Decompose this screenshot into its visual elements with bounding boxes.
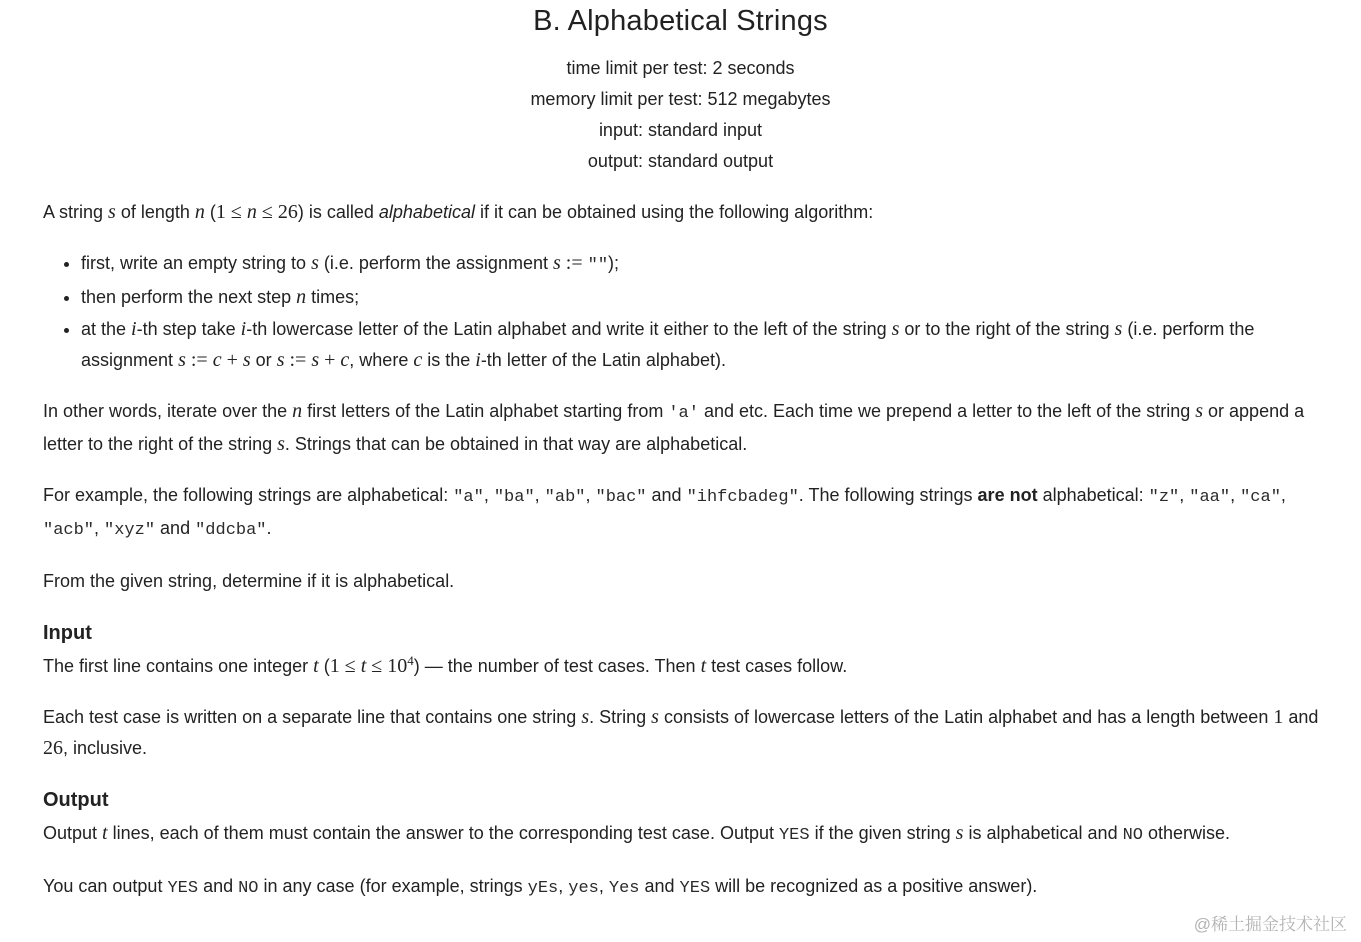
text-segment: ( [318,656,330,676]
text-segment: , inclusive. [63,738,148,758]
text-segment: 26 [43,737,63,759]
text-segment: or [250,350,277,370]
text-segment: "ba" [493,488,535,507]
text-segment: You can output [43,876,168,896]
input-spec: input: standard input [598,120,763,140]
text-segment: s [552,252,561,274]
text-segment: alphabetical: [1037,485,1149,505]
text-segment: n [194,201,205,223]
text-segment: "acb" [43,521,95,540]
text-segment: n [292,400,303,422]
text-segment: , [1280,485,1286,505]
text-segment: ) is called [297,202,379,222]
text-segment: and [639,876,680,896]
text-segment: . [266,518,272,538]
text-segment: c [413,349,423,371]
text-segment: := [185,349,213,371]
text-segment: i [131,318,137,340]
text-segment: times; [306,287,360,307]
text-segment: 1 ≤ [329,655,361,677]
text-segment: s [955,822,964,844]
text-segment: and [155,518,196,538]
text-segment: ) — the number of test cases. Then [413,656,701,676]
text-segment: ); [608,253,620,273]
text-segment: n [296,286,307,308]
text-segment: := [560,252,588,274]
problem-title: B. Alphabetical Strings [533,5,828,37]
text-segment: s [277,433,285,455]
text-segment: s [311,349,320,371]
text-segment: The first line contains one integer [43,656,314,676]
text-segment: s [311,252,319,274]
text-segment: c [340,349,350,371]
text-segment: first, write an empty string to [81,253,312,273]
text-segment: s [581,706,590,728]
text-segment: test cases follow. [706,656,848,676]
text-segment: t [700,655,707,677]
text-segment: , [558,876,569,896]
text-segment: . Strings that can be obtained in that way are alphabetical. [284,434,748,454]
text-segment: then perform the next step [81,287,297,307]
text-segment: at the [81,319,132,339]
text-segment: s [108,201,116,223]
text-segment: and [646,485,687,505]
section-heading: Output [43,789,109,811]
text-segment: 4 [407,653,414,668]
bullet-list [43,248,1333,376]
problem-body [43,197,1333,904]
text-segment: + [221,349,243,371]
text-segment: -th step take [136,319,241,339]
text-segment: first letters of the Latin alphabet starting from [302,401,669,421]
text-segment: are not [977,485,1038,505]
text-segment: "z" [1148,488,1180,507]
text-segment: "ca" [1240,488,1281,507]
text-segment: , where [349,350,414,370]
text-segment: (i.e. perform the assignment [318,253,553,273]
text-segment: -th lowercase letter of the Latin alphabet and write it either to the left of the string [246,319,892,339]
text-segment: NO [1122,826,1143,845]
text-segment: yEs [527,879,559,898]
text-segment: t [360,655,367,677]
text-segment: , [1179,485,1190,505]
text-segment: lines, each of them must contain the answer to the corresponding test case. Output [107,823,779,843]
text-segment: YES [679,879,711,898]
text-segment: From the given string, determine if it is alphabetical. [43,571,455,591]
text-segment: For example, the following strings are alphabetical: [43,485,454,505]
text-segment: t [102,822,108,844]
text-segment: 'a' [668,404,699,423]
text-segment: i [240,318,247,340]
text-segment: and [198,876,239,896]
text-segment: is alphabetical and [963,823,1123,843]
text-segment: "ddcba" [195,521,267,540]
text-segment: and [1283,707,1319,727]
text-segment: otherwise. [1142,823,1231,843]
text-segment: "xyz" [104,521,156,540]
text-segment: 1 [1273,706,1284,728]
text-segment: + [319,349,341,371]
text-segment: and etc. Each time we prepend a letter to the left of the string [698,401,1196,421]
text-segment: . The following strings [798,485,978,505]
text-segment: , [598,876,609,896]
text-segment: , [1230,485,1241,505]
paragraph [43,818,1333,851]
text-segment: ≤ 10 [366,655,408,677]
text-segment: if it can be obtained using the following algorithm: [474,202,874,222]
text-segment: , [585,485,596,505]
time-limit: time limit per test: 2 seconds [566,58,795,78]
text-segment: of length [115,202,195,222]
text-segment: ( [204,202,216,222]
text-segment: , [534,485,545,505]
text-segment: "a" [453,488,484,507]
problem-header [0,0,1361,177]
section-heading: Input [43,622,92,644]
text-segment: yes [568,879,599,898]
text-segment: 1 ≤ [215,201,247,223]
text-segment: will be recognized as a positive answer). [710,876,1038,896]
text-segment: n [246,201,257,223]
memory-limit: memory limit per test: 512 megabytes [530,89,831,109]
text-segment: Yes [608,879,640,898]
output-spec: output: standard output [587,151,774,171]
text-segment: or to the right of the string [899,319,1115,339]
text-segment: ≤ 26 [256,201,298,223]
text-segment: In other words, iterate over the [43,401,293,421]
paragraph [43,871,1333,904]
text-segment: YES [778,826,810,845]
paragraph [43,197,1333,228]
text-segment: YES [167,879,199,898]
text-segment: s [1195,400,1204,422]
text-segment: t [313,655,319,677]
text-segment: s [651,706,659,728]
text-segment: := [284,349,312,371]
text-segment: "aa" [1189,488,1231,507]
problem-meta [0,53,1361,177]
bullet-item [81,248,1333,281]
text-segment: consists of lowercase letters of the Latin alphabet and has a length between [658,707,1274,727]
text-segment: s [1114,318,1123,340]
text-segment: "" [587,256,609,275]
text-segment: . String [589,707,652,727]
paragraph [43,702,1333,764]
text-segment: , [94,518,105,538]
text-segment: s [891,318,900,340]
text-segment: "bac" [595,488,647,507]
text-segment: NO [238,879,259,898]
bullet-item [81,314,1333,376]
text-segment: -th letter of the Latin alphabet). [480,350,726,370]
text-segment: Output [43,823,103,843]
text-segment: alphabetical [378,202,475,222]
paragraph [43,480,1333,546]
text-segment: , [483,485,494,505]
bullet-item [81,282,1333,313]
text-segment: i [475,349,481,371]
text-segment: c [212,349,222,371]
text-segment: "ihfcbadeg" [686,488,799,507]
paragraph [43,396,1333,460]
text-segment: s [178,349,186,371]
text-segment: (i.e. perform the assignment [81,319,1255,370]
text-segment: A string [43,202,109,222]
watermark: @稀土掘金技术社区 [1193,915,1347,934]
paragraph [43,651,1333,682]
paragraph [43,566,1333,597]
text-segment: if the given string [809,823,956,843]
text-segment: or append a letter to the right of the string [43,401,1305,454]
text-segment: in any case (for example, strings [258,876,528,896]
text-segment: is the [422,350,476,370]
text-segment: s [242,349,251,371]
text-segment: s [276,349,285,371]
text-segment: "ab" [544,488,586,507]
text-segment: Each test case is written on a separate line that contains one string [43,707,582,727]
